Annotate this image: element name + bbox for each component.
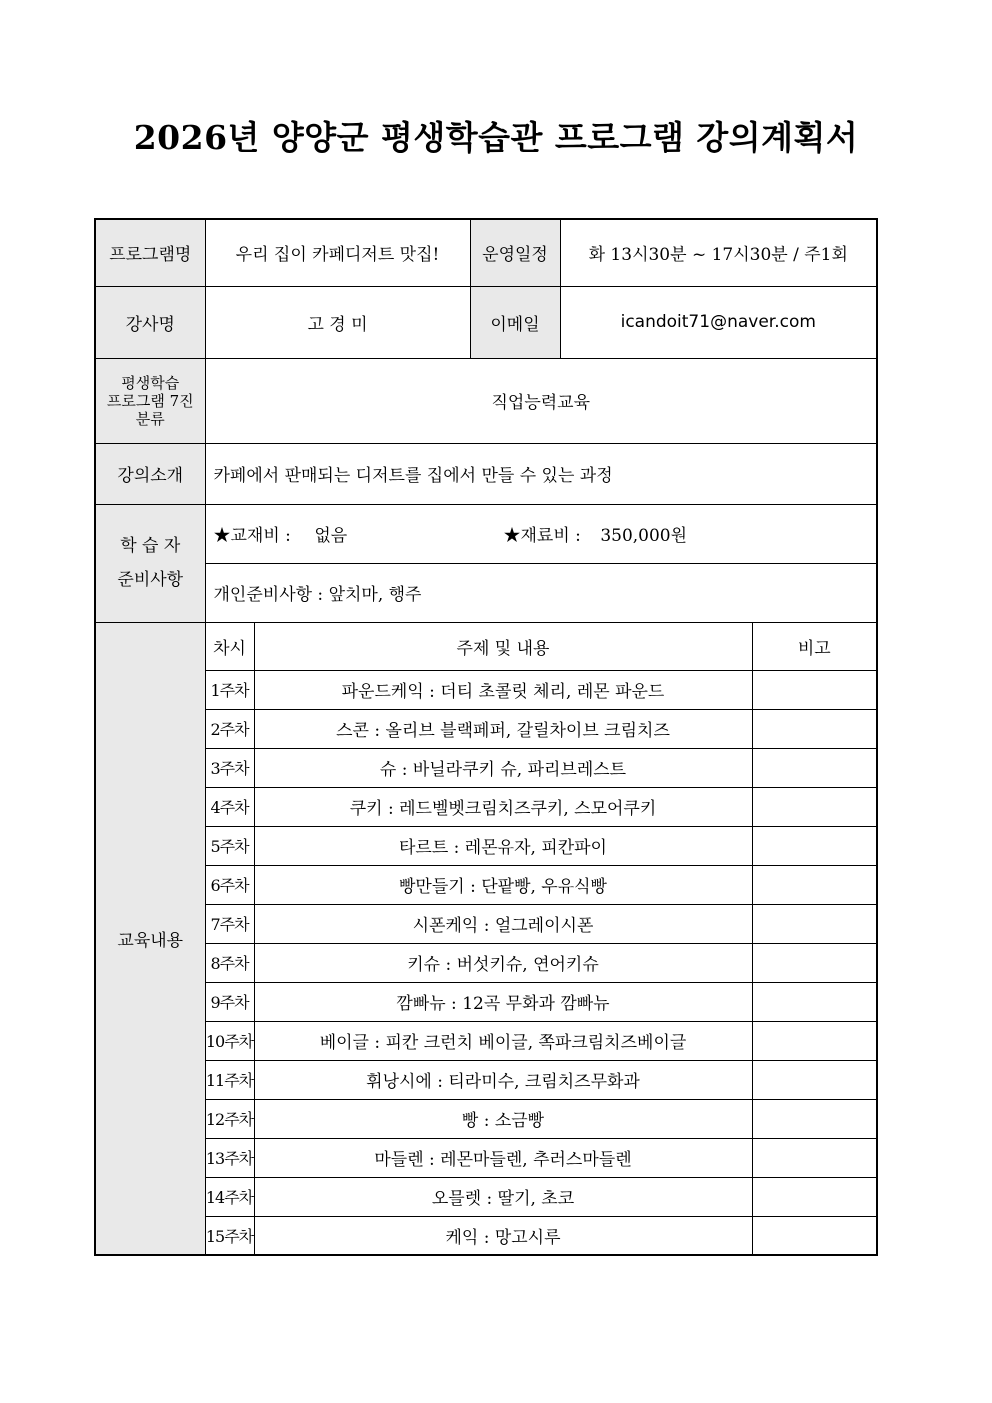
topic-cell: 깜빠뉴 : 12곡 무화과 깜빠뉴 <box>254 982 752 1021</box>
table-row <box>95 865 877 904</box>
note-cell <box>752 1099 877 1138</box>
schedule-label: 운영일정 <box>470 219 560 286</box>
table-row <box>95 787 877 826</box>
topic-cell: 슈 : 바닐라쿠키 슈, 파리브레스트 <box>254 748 752 787</box>
note-cell <box>752 787 877 826</box>
topic-cell: 오믈렛 : 딸기, 초코 <box>254 1177 752 1216</box>
week-cell: 15주차 <box>205 1216 254 1255</box>
note-cell <box>752 1138 877 1177</box>
note-cell <box>752 1060 877 1099</box>
personal-prep-value: 개인준비사항 : 앞치마, 행주 <box>205 563 877 622</box>
page-title: 2026년 양양군 평생학습관 프로그램 강의계획서 <box>133 118 859 157</box>
topic-cell: 케익 : 망고시루 <box>254 1216 752 1255</box>
note-cell <box>752 826 877 865</box>
learner-prep-label-line2: 준비사항 <box>117 570 184 590</box>
note-cell <box>752 904 877 943</box>
intro-value: 카페에서 판매되는 디저트를 집에서 만들 수 있는 과정 <box>205 443 877 504</box>
textbook-fee-label: ★교재비 : <box>213 526 291 546</box>
session-header: 차시 <box>205 622 254 670</box>
topic-cell: 마들렌 : 레몬마들렌, 추러스마들렌 <box>254 1138 752 1177</box>
table-row <box>95 826 877 865</box>
schedule-value: 화 13시30분 ~ 17시30분 / 주1회 <box>560 219 877 286</box>
table-row <box>95 670 877 709</box>
note-cell <box>752 748 877 787</box>
program-name-label: 프로그램명 <box>95 219 205 286</box>
week-cell: 9주차 <box>205 982 254 1021</box>
category-label-line2: 프로그램 7진 <box>106 391 194 410</box>
content-label: 교육내용 <box>95 622 205 1255</box>
material-fee-value: 350,000원 <box>600 526 688 546</box>
week-cell: 14주차 <box>205 1177 254 1216</box>
week-cell: 2주차 <box>205 709 254 748</box>
table-row <box>95 1021 877 1060</box>
note-cell <box>752 709 877 748</box>
topic-cell: 베이글 : 피칸 크런치 베이글, 쪽파크림치즈베이글 <box>254 1021 752 1060</box>
table-row <box>95 943 877 982</box>
topic-cell: 빵만들기 : 단팥빵, 우유식빵 <box>254 865 752 904</box>
category-label <box>95 358 205 443</box>
note-cell <box>752 1216 877 1255</box>
week-cell: 4주차 <box>205 787 254 826</box>
lecture-plan-table <box>94 218 878 1256</box>
week-cell: 8주차 <box>205 943 254 982</box>
topic-cell: 스콘 : 올리브 블랙페퍼, 갈릴차이브 크림치즈 <box>254 709 752 748</box>
textbook-fee-value: 없음 <box>314 526 348 546</box>
topic-cell: 쿠키 : 레드벨벳크림치즈쿠키, 스모어쿠키 <box>254 787 752 826</box>
table-row <box>95 1138 877 1177</box>
week-cell: 10주차 <box>205 1021 254 1060</box>
week-cell: 11주차 <box>205 1060 254 1099</box>
week-cell: 12주차 <box>205 1099 254 1138</box>
table-row <box>95 1177 877 1216</box>
intro-label: 강의소개 <box>95 443 205 504</box>
table-row <box>95 748 877 787</box>
category-label-line1: 평생학습 <box>121 373 180 392</box>
email-label: 이메일 <box>470 286 560 358</box>
note-header: 비고 <box>752 622 877 670</box>
topic-cell: 파운드케익 : 더티 초콜릿 체리, 레몬 파운드 <box>254 670 752 709</box>
topic-cell: 타르트 : 레몬유자, 피칸파이 <box>254 826 752 865</box>
category-value: 직업능력교육 <box>205 358 877 443</box>
week-cell: 6주차 <box>205 865 254 904</box>
table-row <box>95 982 877 1021</box>
week-cell: 3주차 <box>205 748 254 787</box>
table-row <box>95 1216 877 1255</box>
note-cell <box>752 670 877 709</box>
week-cell: 5주차 <box>205 826 254 865</box>
topic-cell: 휘낭시에 : 티라미수, 크림치즈무화과 <box>254 1060 752 1099</box>
week-cell: 7주차 <box>205 904 254 943</box>
note-cell <box>752 865 877 904</box>
program-name-value: 우리 집이 카페디저트 맛집! <box>205 219 470 286</box>
learner-prep-label-line1: 학 습 자 <box>120 536 181 556</box>
note-cell <box>752 982 877 1021</box>
topic-header: 주제 및 내용 <box>254 622 752 670</box>
topic-cell: 시폰케익 : 얼그레이시폰 <box>254 904 752 943</box>
note-cell <box>752 1021 877 1060</box>
table-row <box>95 1060 877 1099</box>
email-value: icandoit71@naver.com <box>560 286 877 358</box>
note-cell <box>752 1177 877 1216</box>
category-label-line3: 분류 <box>135 409 165 428</box>
note-cell <box>752 943 877 982</box>
table-row <box>95 709 877 748</box>
table-row <box>95 904 877 943</box>
instructor-value: 고 경 미 <box>205 286 470 358</box>
instructor-label: 강사명 <box>95 286 205 358</box>
table-row <box>95 1099 877 1138</box>
topic-cell: 키슈 : 버섯키슈, 연어키슈 <box>254 943 752 982</box>
topic-cell: 빵 : 소금빵 <box>254 1099 752 1138</box>
week-cell: 1주차 <box>205 670 254 709</box>
learner-prep-label <box>95 504 205 622</box>
cost-row <box>205 504 877 563</box>
week-cell: 13주차 <box>205 1138 254 1177</box>
material-fee-label: ★재료비 : <box>503 526 581 546</box>
